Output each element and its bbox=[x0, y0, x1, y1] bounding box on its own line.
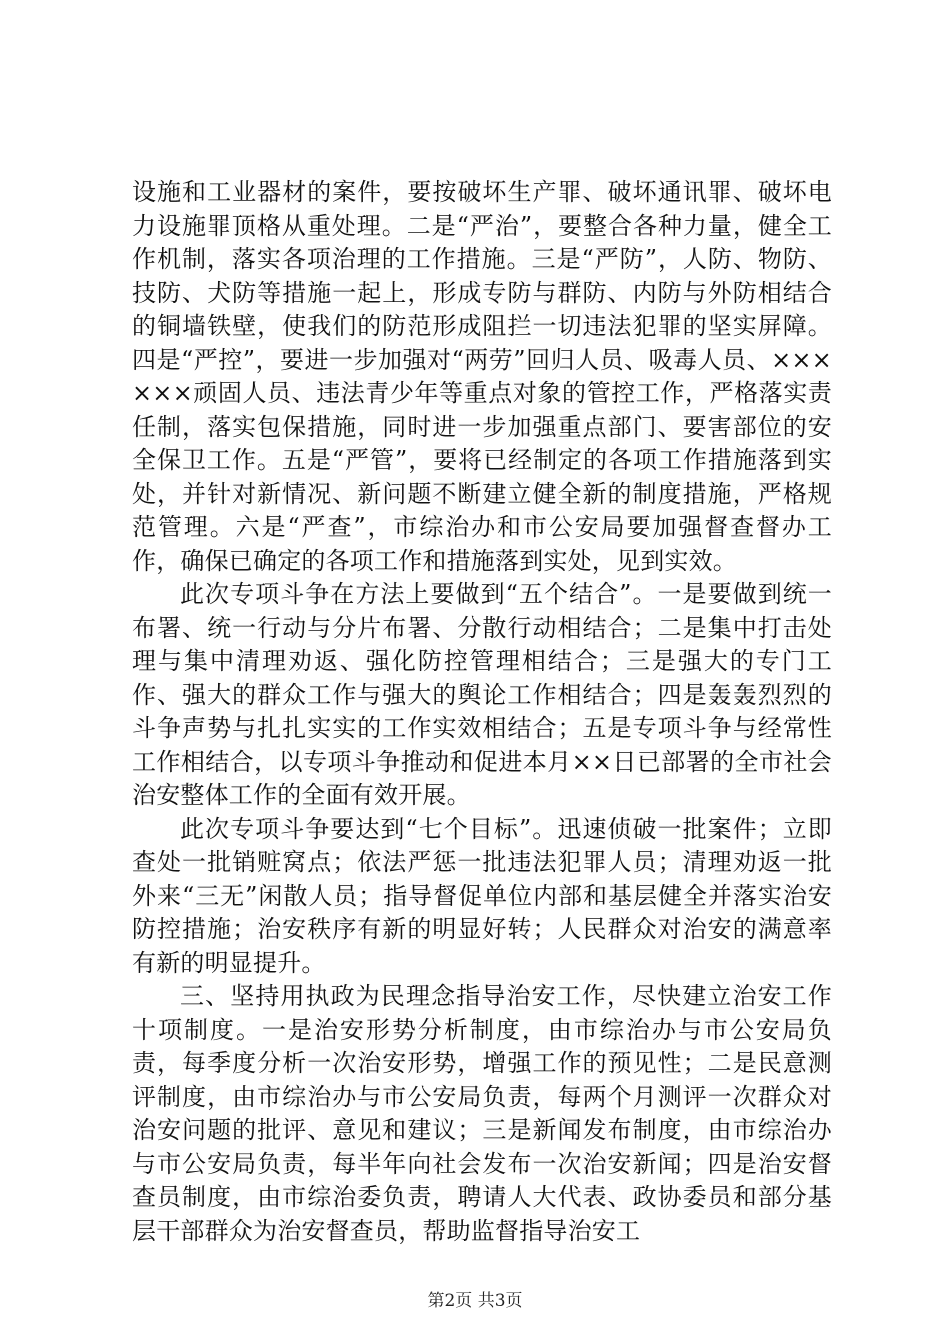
paragraph-ten-systems: 三、坚持用执政为民理念指导治安工作，尽快建立治安工作十项制度。一是治安形势分析制度，由市综治办与市公安局负责，每季度分析一次治安形势，增强工作的预见性；二是民意测评制度，由市综治办与市公安局负责，每两个月测评一次群众对治安问题的批评、意见和建议；三是新闻发布制度，由市综治办与市公安局负责，每半年向社会发布一次治安新闻；四是治安督查员制度，由市综治委负责，聘请人大代表、政协委员和部分基层干部群众为治安督查员，帮助监督指导治安工 bbox=[132, 982, 832, 1245]
page-number-footer: 第2页 共3页 bbox=[427, 1291, 523, 1311]
paragraph-seven-goals: 此次专项斗争要达到“七个目标”。迅速侦破一批案件；立即查处一批销赃窝点；依法严惩一批违法犯罪人员；清理劝返一批外来“三无”闲散人员；指导督促单位内部和基层健全并落实治安防控措施；治安秩序有新的明显好转；人民群众对治安的满意率有新的明显提升。 bbox=[132, 814, 832, 977]
document-body bbox=[132, 176, 832, 1248]
paragraph-continuation: 设施和工业器材的案件，要按破坏生产罪、破坏通讯罪、破坏电力设施罪顶格从重处理。二是“严治”，要整合各种力量，健全工作机制，落实各项治理的工作措施。三是“严防”，人防、物防、技防、犬防等措施一起上，形成专防与群防、内防与外防相结合的铜墙铁壁，使我们的防范形成阻拦一切违法犯罪的坚实屏障。四是“严控”，要进一步加强对“两劳”回归人员、吸毒人员、××××××顽固人员、违法青少年等重点对象的管控工作，严格落实责任制，落实包保措施，同时进一步加强重点部门、要害部位的安全保卫工作。五是“严管”，要将已经制定的各项工作措施落到实处，并针对新情况、新问题不断建立健全新的制度措施，严格规范管理。六是“严查”，市综治办和市公安局要加强督查督办工作，确保已确定的各项工作和措施落到实处，见到实效。 bbox=[132, 178, 832, 575]
paragraph-five-combinations: 此次专项斗争在方法上要做到“五个结合”。一是要做到统一布署、统一行动与分片布署、分散行动相结合；二是集中打击处理与集中清理劝返、强化防控管理相结合；三是强大的专门工作、强大的群众工作与强大的舆论工作相结合；四是轰轰烈烈的斗争声势与扎扎实实的工作实效相结合；五是专项斗争与经常性工作相结合，以专项斗争推动和促进本月××日已部署的全市社会治安整体工作的全面有效开展。 bbox=[132, 580, 832, 809]
